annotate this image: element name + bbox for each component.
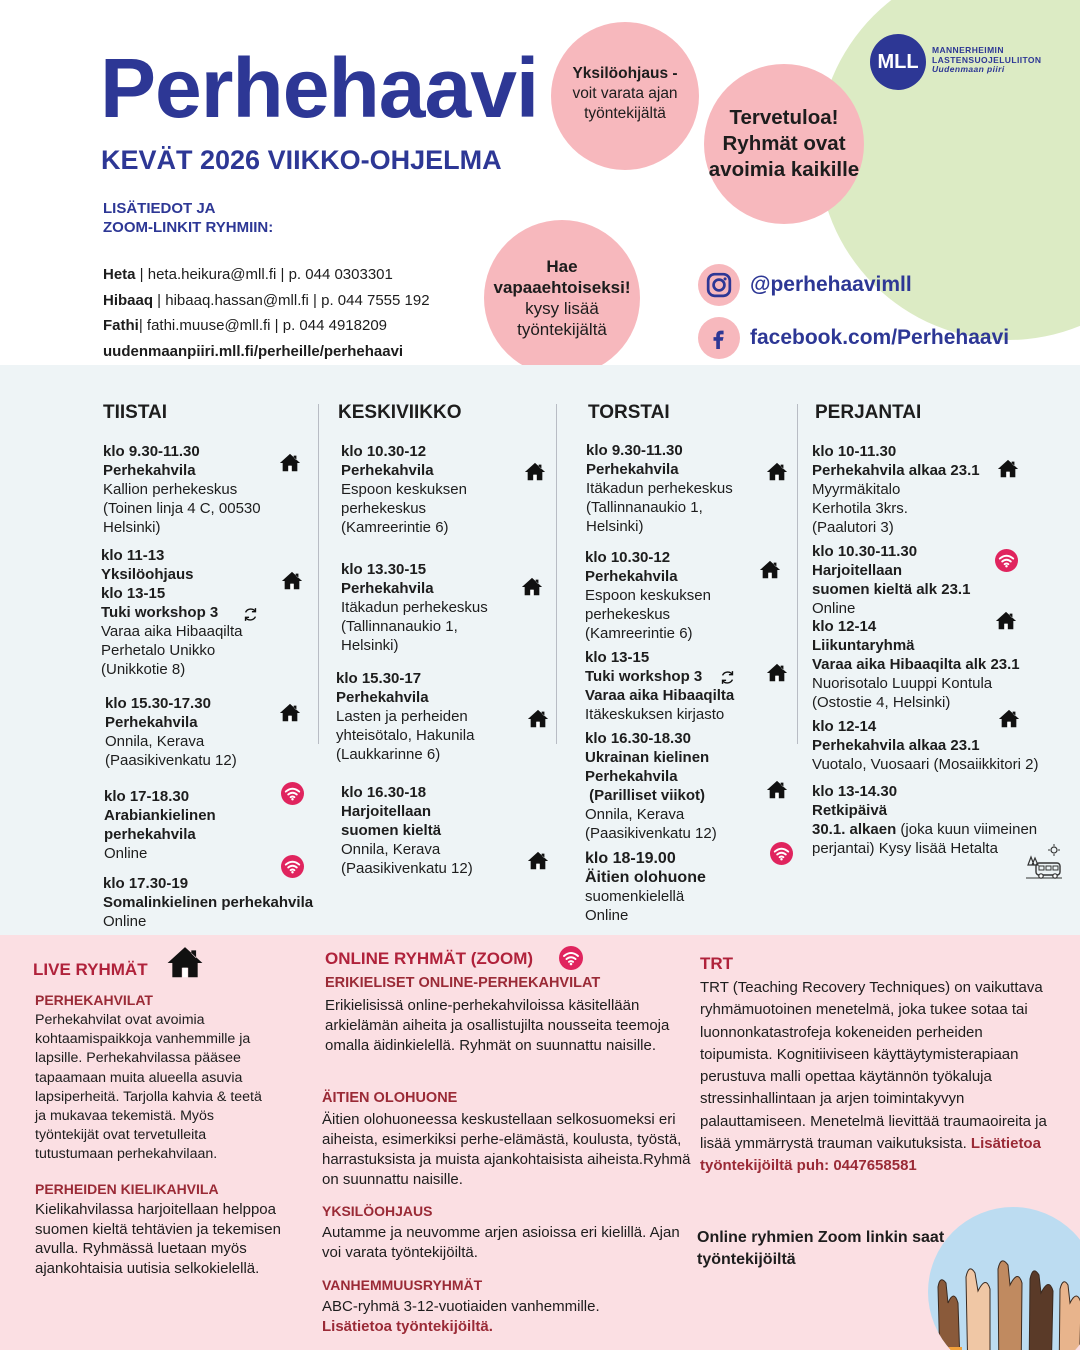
circle-text: kysy lisää työntekijältä [517,299,607,339]
house-icon [766,662,788,684]
event-thu-5 [585,849,706,925]
event-location: Online [103,913,147,930]
event-location: Onnila, Kerava [341,841,441,858]
circle-title: Hae vapaaehtoiseksi! [493,257,631,297]
event-location: suomenkielellä [585,888,685,905]
house-icon [759,559,781,581]
event-location: Vuotalo, Vuosaari (Mosaiikkitori 2) [812,756,1039,773]
event-time: klo 9.30-11.30 [586,442,683,459]
facebook-link[interactable] [698,317,1009,359]
event-start-date: 30.1. alkaen [812,821,897,838]
trt-contact: Lisätietoa työntekijöiltä puh: 0447658581 [700,1135,1041,1175]
live-groups-title: LIVE RYHMÄT [33,960,148,979]
info-heading [103,199,273,237]
event-name: Perhekahvila [336,689,429,706]
event-name: Liikuntaryhmä [812,637,915,654]
event-location: Perhetalo Unikko [101,642,216,659]
online-text-vanhemmuus [322,1297,692,1337]
online-groups-title: ONLINE RYHMÄT (ZOOM) [325,949,534,968]
day-heading-friday: PERJANTAI [815,402,922,423]
contact-list [103,262,430,364]
event-tue-2 [101,546,242,679]
online-text-vanhemmuus-body: ABC-ryhmä 3-12-vuotiaiden vanhemmille. [322,1298,600,1315]
column-divider [556,404,557,744]
instagram-handle: @perhehaavimll [750,273,912,296]
online-text-vanhemmuus-more: Lisätietoa työntekijöiltä. [322,1318,493,1335]
event-time: klo 12-14 [812,618,877,635]
event-thu-3 [585,648,734,724]
contact-details: | fathi.muuse@mll.fi | p. 044 4918209 [138,317,388,334]
event-time: klo 11-13 [101,547,165,564]
event-time: klo 9.30-11.30 [103,443,200,460]
event-name: Harjoitellaan [341,803,432,820]
event-name: Tuki workshop 3 [585,668,703,685]
event-time: klo 10.30-12 [585,549,671,566]
event-address: (Tallinnanaukio 1, [341,618,458,635]
event-time: klo 17-18.30 [104,788,190,805]
event-name: Arabiankielinen [104,807,216,824]
event-note: (joka kuun viimeinen [896,821,1038,838]
zoom-link-note: Online ryhmien Zoom linkin saat työntekijöiltä [697,1229,945,1268]
refresh-icon [242,606,259,623]
event-address: Helsinki) [103,519,161,536]
house-icon [521,576,543,598]
event-name: Somalinkielinen perhekahvila [103,894,314,911]
event-time: klo 16.30-18.30 [585,730,691,747]
online-heading-erikieliset: ERIKIELISET ONLINE-PERHEKAHVILAT [325,975,601,991]
online-text-erikieliset: Erikielisissä online-perhekahviloissa käsitellään arkielämän aiheita ja osallistujilta nousseita teemoja omalla äidinkielellä. Ryhmät on suunnattu naisille. [325,997,670,1054]
event-name: Perhekahvila [105,714,198,731]
event-name: Ukrainan kielinen [585,749,710,766]
house-icon [997,458,1019,480]
event-time: klo 16.30-18 [341,784,427,801]
online-text-yksiloohjaus: Autamme ja neuvomme arjen asioissa eri kielillä. Ajan voi varata työntekijöiltä. [322,1224,680,1261]
wifi-icon [281,855,304,878]
event-name: Perhekahvila [341,580,434,597]
event-tue-1 [103,442,261,537]
info-heading-line1: LISÄTIEDOT JA [103,200,216,217]
event-name: suomen kieltä [341,822,442,839]
bus-trip-icon [1024,843,1064,881]
event-note: (Parilliset viikot) [585,787,706,804]
event-name: Perhekahvila alkaa 23.1 [812,462,980,479]
house-icon [995,610,1017,632]
online-heading-aitien-olohuone: ÄITIEN OLOHUONE [322,1090,458,1106]
trt-description [700,977,1050,1178]
event-location: Kallion perhekeskus [103,481,238,498]
event-time: klo 10.30-11.30 [812,543,918,560]
event-address: (Paasikivenkatu 12) [105,752,237,769]
event-name: Perhekahvila alkaa 23.1 [812,737,980,754]
page-title: Perhehaavi [100,41,539,135]
house-icon [279,452,301,474]
event-thu-1 [586,441,733,536]
event-note: Varaa aika Hibaaqilta alk 23.1 [812,656,1020,673]
event-note: perjantai) Kysy lisää Hetalta [812,840,998,857]
contact-details: | heta.heikura@mll.fi | p. 044 0303301 [135,266,393,283]
event-location: Online [104,845,148,862]
house-icon [527,708,549,730]
wifi-icon [770,842,793,865]
facebook-url: facebook.com/Perhehaavi [750,326,1010,349]
live-heading-perhekahvilat: PERHEKAHVILAT [35,992,153,1008]
house-icon [527,850,549,872]
refresh-icon [719,669,736,686]
house-icon [279,702,301,724]
day-heading-tuesday: TIISTAI [103,402,168,423]
event-name: Retkipäivä [812,802,888,819]
page-subtitle: KEVÄT 2026 VIIKKO-OHJELMA [101,145,502,175]
circle-yksiloohjaus [551,22,699,170]
event-fri-2 [812,542,970,618]
logo-line3: Uudenmaan piiri [932,64,1005,74]
house-icon [166,944,204,982]
event-thu-4 [585,729,717,843]
event-location: Myyrmäkitalo [812,481,901,498]
event-location: perhekeskus [585,606,671,623]
event-address: Helsinki) [341,637,399,654]
event-wed-1 [341,442,467,537]
event-location: Lasten ja perheiden [336,708,468,725]
contact-name: Fathi [103,317,139,334]
event-time: klo 15.30-17.30 [105,695,211,712]
event-name: perhekahvila [104,826,196,843]
event-time: klo 13-15 [101,585,166,602]
contact-hibaaq[interactable] [103,288,430,314]
event-tue-3 [105,694,237,770]
house-icon [766,461,788,483]
column-divider [797,404,798,744]
event-tue-4 [104,787,216,863]
event-address: (Paasikivenkatu 12) [585,825,717,842]
logo-text [932,46,1041,75]
event-address: (Paasikivenkatu 12) [341,860,473,877]
event-address: (Ostostie 4, Helsinki) [812,694,951,711]
event-tue-5 [103,874,313,931]
info-heading-line2: ZOOM-LINKIT RYHMIIN: [103,219,274,236]
event-time: klo 13-14.30 [812,783,898,800]
event-name: Yksilöohjaus [101,566,194,583]
house-icon [281,570,303,592]
event-time: klo 17.30-19 [103,875,189,892]
website-text: uudenmaanpiiri.mll.fi/perheille/perhehaavi [103,342,404,360]
event-address: (Laukkarinne 6) [336,746,441,763]
circle-text: voit varata ajan työntekijältä [572,85,678,122]
facebook-icon [698,317,740,359]
event-fri-1 [812,442,980,537]
event-name: Tuki workshop 3 [101,604,219,621]
circle-welcome [704,64,864,224]
contact-name: Heta [103,266,136,283]
logo-line1: MANNERHEIMIN [932,45,1004,55]
house-icon [766,779,788,801]
event-address: (Kamreerintie 6) [341,519,449,536]
event-wed-4 [341,783,473,878]
online-heading-yksiloohjaus: YKSILÖOHJAUS [322,1203,433,1219]
house-icon [524,461,546,483]
house-icon [998,708,1020,730]
event-location: Online [585,907,629,924]
instagram-icon [698,264,740,306]
event-name: Äitien olohuone [585,869,706,886]
event-name: Perhekahvila [586,461,679,478]
event-time: klo 13-15 [585,649,650,666]
event-location: Itäkadun perhekeskus [341,599,488,616]
contact-name: Hibaaq [103,291,154,309]
event-time: klo 10-11.30 [812,443,897,460]
event-address: (Kamreerintie 6) [585,625,693,642]
wifi-icon [995,549,1018,572]
event-note: Varaa aika Hibaaqilta [585,687,735,704]
event-time: klo 10.30-12 [341,443,427,460]
online-heading-vanhemmuus: VANHEMMUUSRYHMÄT [322,1277,483,1293]
event-location: Online [812,600,856,617]
wifi-icon [281,782,304,805]
event-time: klo 12-14 [812,718,877,735]
circle-title: Yksilöohjaus - [572,65,678,82]
contact-heta[interactable] [103,262,430,288]
event-name: Perhekahvila [341,462,434,479]
column-divider [318,404,319,744]
online-text-aitien-olohuone: Äitien olohuoneessa keskustellaan selkosuomeksi eri aiheista, esimerkiksi perhe-elämästä, koulusta, työstä, harrastuksista ja muista ajankohtaisista aiheista.Ryhmä on suunnattu naisille. [322,1111,691,1188]
day-heading-thursday: TORSTAI [588,402,670,423]
live-text-kielikahvila: Kielikahvilassa harjoitellaan helppoa suomen kieltä tehtävien ja tekemisen avulla. Ryhmässä luetaan myös ajankohtaisia uutisia selkokielellä. [35,1201,281,1277]
event-location: Kerhotila 3krs. [812,500,908,517]
contact-details: | hibaaq.hassan@mll.fi | p. 044 7555 192 [153,291,430,309]
trt-title: TRT [700,954,734,973]
event-thu-2 [585,548,711,643]
wifi-icon [559,946,583,970]
event-address: Helsinki) [586,518,644,535]
circle-text: Tervetuloa! Ryhmät ovat avoimia kaikille [708,106,860,181]
event-location: perhekeskus [341,500,427,517]
event-name: Harjoitellaan [812,562,903,579]
instagram-link[interactable] [698,264,912,306]
event-name: Perhekahvila [103,462,196,479]
event-location: Onnila, Kerava [105,733,205,750]
logo-line2: LASTENSUOJELULIITON [932,54,1042,65]
event-location: Espoon keskuksen [585,587,711,604]
live-text-perhekahvilat: Perhekahvilat ovat avoimia kohtaamispaikkoja vanhemmille ja lapsille. Perhekahvilassa pääsee tapaamaan muita alueella asuvia lapsiperheitä. Tarjolla kahvia & teetä ja mukavaa tekemistä. Myös työntekijät ovat tervetulleita tutustumaan perhekahvilaan. [35,1012,262,1163]
event-location: Espoon keskuksen [341,481,467,498]
event-location: yhteisötalo, Hakunila [336,727,475,744]
event-time: klo 15.30-17 [336,670,422,687]
website-link[interactable] [103,339,430,365]
event-name: Perhekahvila [585,768,678,785]
trt-text: TRT (Teaching Recovery Techniques) on vaikuttava ryhmämuotoinen menetelmä, joka tukee sotaa tai luonnonkatastrofeja kokeneiden perheiden toipumista. Kognitiiviseen käyttäytymisterapiaan perustuva malli opettaa käytännön työkaluja stressinhallintaan ja arjen toimintakyvyn palauttamiseen. Menetelmä lievittää traumaoireita ja lisää ymmärrystä trauman vaikutuksista. [700,979,1047,1153]
event-address: (Toinen linja 4 C, 00530 [103,500,261,517]
event-location: Itäkeskuksen kirjasto [585,706,725,723]
contact-fathi[interactable] [103,313,430,339]
event-address: (Tallinnanaukio 1, [586,499,703,516]
event-name: suomen kieltä alk 23.1 [812,581,971,598]
event-fri-3 [812,617,1020,712]
event-location: Nuorisotalo Luuppi Kontula [812,675,993,692]
event-address: (Unikkotie 8) [101,661,186,678]
day-heading-wednesday: KESKIVIIKKO [338,402,462,423]
circle-volunteer [484,220,640,376]
event-wed-2 [341,560,488,655]
event-time: klo 18-19.00 [585,850,676,867]
event-fri-5 [812,782,1037,858]
event-location: Itäkadun perhekeskus [586,480,733,497]
event-location: Onnila, Kerava [585,806,685,823]
event-name: Perhekahvila [585,568,678,585]
event-note: Varaa aika Hibaaqilta [101,623,243,640]
live-heading-kielikahvila: PERHEIDEN KIELIKAHVILA [35,1181,219,1197]
event-time: klo 13.30-15 [341,561,427,578]
event-wed-3 [336,669,474,764]
logo-mark: MLL [870,34,926,90]
event-address: (Paalutori 3) [812,519,894,536]
